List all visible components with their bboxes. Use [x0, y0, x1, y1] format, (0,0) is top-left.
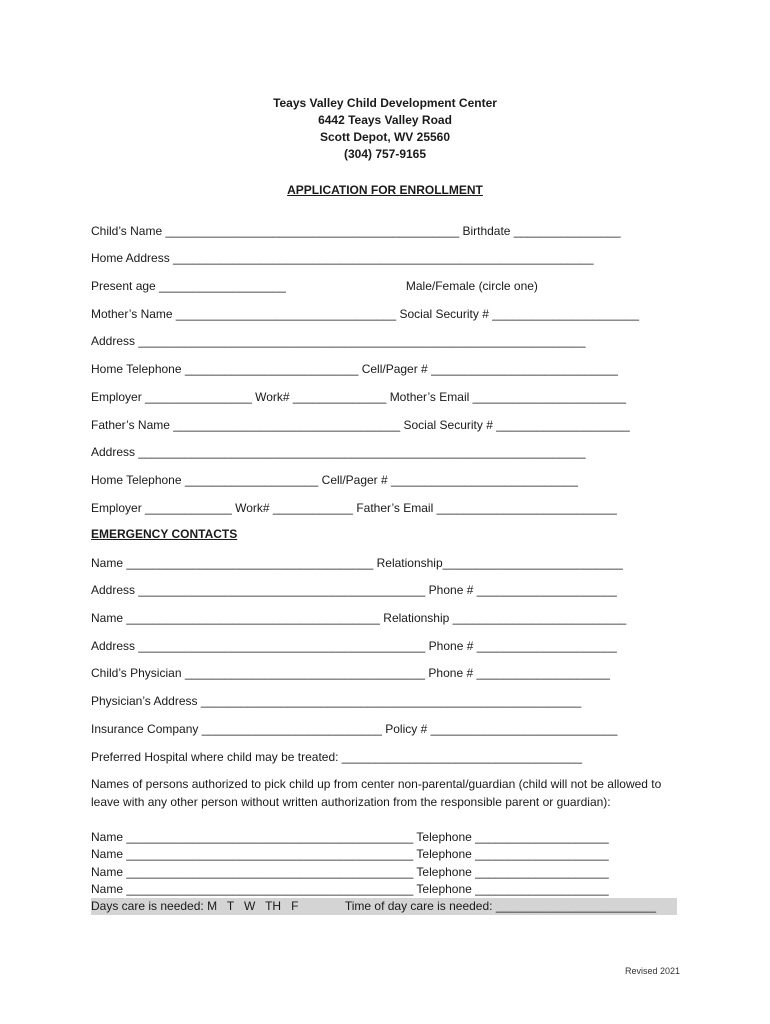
physician-address-field[interactable]: Physician’s Address _________________________________________________________ [91, 694, 582, 708]
childs-name-field[interactable]: Child’s Name ____________________________________________ Birthdate ________________ [91, 224, 621, 238]
preferred-hospital-field[interactable]: Preferred Hospital where child may be treated: ____________________________________ [91, 750, 583, 764]
mothers-name-field[interactable]: Mother’s Name _________________________________ Social Security # ______________________ [91, 307, 640, 321]
present-age-field[interactable]: Present age ___________________ Male/Female (circle one) [91, 279, 538, 293]
emergency-name-2-field[interactable]: Name ______________________________________ Relationship __________________________ [91, 611, 627, 625]
days-care-needed-field[interactable]: Days care is needed: M T W TH F Time of day care is needed: ________________________ [91, 898, 677, 915]
father-address-field[interactable]: Address ___________________________________________________________________ [91, 445, 586, 459]
org-phone: (304) 757-9165 [343, 147, 427, 161]
mother-address-field[interactable]: Address ___________________________________________________________________ [91, 334, 586, 348]
insurance-company-field[interactable]: Insurance Company ___________________________ Policy # ____________________________ [91, 722, 618, 736]
childs-physician-field[interactable]: Child’s Physician ____________________________________ Phone # ____________________ [91, 666, 610, 680]
org-city: Scott Depot, WV 25560 [319, 130, 451, 144]
home-address-field[interactable]: Home Address _______________________________________________________________ [91, 251, 594, 265]
emergency-contacts-heading: EMERGENCY CONTACTS [91, 527, 238, 541]
authorized-person-row-4[interactable]: Name ___________________________________________ Telephone ____________________ [91, 882, 609, 896]
emergency-address-1-field[interactable]: Address ___________________________________________ Phone # _____________________ [91, 583, 617, 597]
mother-employer-field[interactable]: Employer ________________ Work# ______________ Mother’s Email _______________________ [91, 390, 627, 404]
fathers-name-field[interactable]: Father’s Name __________________________________ Social Security # ____________________ [91, 418, 630, 432]
mother-home-telephone-field[interactable]: Home Telephone __________________________ Cell/Pager # ____________________________ [91, 362, 618, 376]
authorized-person-row-1[interactable]: Name ___________________________________________ Telephone ____________________ [91, 830, 609, 844]
emergency-address-2-field[interactable]: Address ___________________________________________ Phone # _____________________ [91, 639, 617, 653]
revision-note: Revised 2021 [624, 966, 680, 976]
authorized-person-row-3[interactable]: Name ___________________________________________ Telephone ____________________ [91, 865, 609, 879]
org-street: 6442 Teays Valley Road [318, 113, 452, 127]
father-home-telephone-field[interactable]: Home Telephone ____________________ Cell/Pager # ____________________________ [91, 473, 578, 487]
emergency-name-1-field[interactable]: Name _____________________________________ Relationship___________________________ [91, 556, 623, 570]
org-name: Teays Valley Child Development Center [273, 96, 497, 110]
letterhead [0, 95, 770, 163]
father-employer-field[interactable]: Employer _____________ Work# ____________ Father’s Email ___________________________ [91, 501, 617, 515]
authorized-person-row-2[interactable]: Name ___________________________________________ Telephone ____________________ [91, 847, 609, 861]
form-title: APPLICATION FOR ENROLLMENT [287, 183, 483, 197]
authorized-persons-intro: Names of persons authorized to pick child up from center non-parental/guardian (child will not be allowed to leave with any other person without written authorization from the responsible parent or guardian): [91, 777, 662, 809]
